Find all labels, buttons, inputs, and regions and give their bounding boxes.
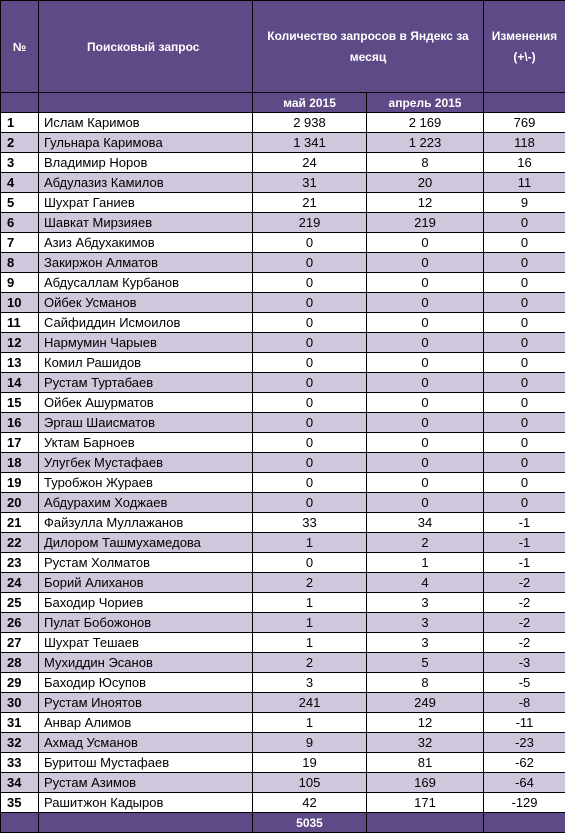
may-count-cell: 21 <box>253 193 367 213</box>
query-name-cell: Борий Алиханов <box>39 573 253 593</box>
row-number-cell: 33 <box>1 753 39 773</box>
row-number-cell: 15 <box>1 393 39 413</box>
may-count-cell: 0 <box>253 233 367 253</box>
row-number-cell: 20 <box>1 493 39 513</box>
table-row <box>1 213 565 233</box>
may-count-cell: 1 <box>253 533 367 553</box>
table-row <box>1 353 565 373</box>
april-count-cell: 0 <box>367 333 484 353</box>
table-row <box>1 413 565 433</box>
change-cell: 118 <box>484 133 565 153</box>
table-row <box>1 673 565 693</box>
subheader-april: апрель 2015 <box>367 93 484 113</box>
query-name-cell: Рашитжон Кадыров <box>39 793 253 813</box>
row-number-cell: 31 <box>1 713 39 733</box>
total-cell: 5035 <box>253 813 367 833</box>
change-cell: -1 <box>484 553 565 573</box>
query-name-cell: Пулат Бобожонов <box>39 613 253 633</box>
table-row <box>1 393 565 413</box>
query-name-cell: Баходир Чориев <box>39 593 253 613</box>
query-name-cell: Рустам Туртабаев <box>39 373 253 393</box>
query-name-cell: Абдусаллам Курбанов <box>39 273 253 293</box>
row-number-cell: 3 <box>1 153 39 173</box>
row-number-cell: 35 <box>1 793 39 813</box>
change-cell: 0 <box>484 333 565 353</box>
footer-empty <box>39 813 253 833</box>
april-count-cell: 169 <box>367 773 484 793</box>
query-name-cell: Дилором Ташмухамедова <box>39 533 253 553</box>
column-header-query: Поисковый запрос <box>39 1 253 93</box>
may-count-cell: 2 <box>253 573 367 593</box>
change-cell: 0 <box>484 213 565 233</box>
query-name-cell: Азиз Абдухакимов <box>39 233 253 253</box>
query-name-cell: Анвар Алимов <box>39 713 253 733</box>
row-number-cell: 22 <box>1 533 39 553</box>
may-count-cell: 0 <box>253 413 367 433</box>
change-cell: 9 <box>484 193 565 213</box>
change-cell: 0 <box>484 233 565 253</box>
row-number-cell: 4 <box>1 173 39 193</box>
row-number-cell: 29 <box>1 673 39 693</box>
table-row <box>1 113 565 133</box>
may-count-cell: 33 <box>253 513 367 533</box>
change-cell: -2 <box>484 573 565 593</box>
change-cell: 0 <box>484 433 565 453</box>
april-count-cell: 3 <box>367 593 484 613</box>
query-name-cell: Ойбек Ашурматов <box>39 393 253 413</box>
may-count-cell: 241 <box>253 693 367 713</box>
change-cell: 16 <box>484 153 565 173</box>
column-header-count: Количество запросов в Яндекс за месяц <box>253 1 484 93</box>
column-header-number: № <box>1 1 39 93</box>
april-count-cell: 5 <box>367 653 484 673</box>
query-name-cell: Рустам Иноятов <box>39 693 253 713</box>
table-row <box>1 633 565 653</box>
row-number-cell: 30 <box>1 693 39 713</box>
table-row <box>1 773 565 793</box>
april-count-cell: 20 <box>367 173 484 193</box>
table-row <box>1 733 565 753</box>
table-body <box>1 113 565 813</box>
april-count-cell: 0 <box>367 253 484 273</box>
query-name-cell: Рустам Азимов <box>39 773 253 793</box>
row-number-cell: 17 <box>1 433 39 453</box>
change-cell: -23 <box>484 733 565 753</box>
column-header-change: Изменения (+\-) <box>484 1 565 93</box>
change-cell: 0 <box>484 393 565 413</box>
may-count-cell: 2 <box>253 653 367 673</box>
table-row <box>1 613 565 633</box>
april-count-cell: 1 223 <box>367 133 484 153</box>
row-number-cell: 7 <box>1 233 39 253</box>
row-number-cell: 18 <box>1 453 39 473</box>
query-name-cell: Файзулла Муллажанов <box>39 513 253 533</box>
april-count-cell: 1 <box>367 553 484 573</box>
row-number-cell: 9 <box>1 273 39 293</box>
may-count-cell: 0 <box>253 253 367 273</box>
april-count-cell: 2 <box>367 533 484 553</box>
may-count-cell: 3 <box>253 673 367 693</box>
change-cell: -5 <box>484 673 565 693</box>
row-number-cell: 19 <box>1 473 39 493</box>
april-count-cell: 8 <box>367 673 484 693</box>
april-count-cell: 171 <box>367 793 484 813</box>
query-name-cell: Ойбек Усманов <box>39 293 253 313</box>
row-number-cell: 6 <box>1 213 39 233</box>
change-cell: -1 <box>484 513 565 533</box>
may-count-cell: 1 341 <box>253 133 367 153</box>
row-number-cell: 2 <box>1 133 39 153</box>
table-row <box>1 493 565 513</box>
footer-empty <box>1 813 39 833</box>
query-name-cell: Уктам Барноев <box>39 433 253 453</box>
may-count-cell: 0 <box>253 273 367 293</box>
table-row <box>1 273 565 293</box>
table-row <box>1 373 565 393</box>
row-number-cell: 10 <box>1 293 39 313</box>
table-row <box>1 433 565 453</box>
query-name-cell: Владимир Норов <box>39 153 253 173</box>
table-row <box>1 793 565 813</box>
query-name-cell: Гульнара Каримова <box>39 133 253 153</box>
query-name-cell: Баходир Юсупов <box>39 673 253 693</box>
may-count-cell: 0 <box>253 333 367 353</box>
may-count-cell: 0 <box>253 353 367 373</box>
row-number-cell: 26 <box>1 613 39 633</box>
table-row <box>1 193 565 213</box>
may-count-cell: 1 <box>253 593 367 613</box>
april-count-cell: 0 <box>367 413 484 433</box>
april-count-cell: 0 <box>367 313 484 333</box>
table-row <box>1 133 565 153</box>
may-count-cell: 1 <box>253 713 367 733</box>
april-count-cell: 32 <box>367 733 484 753</box>
row-number-cell: 25 <box>1 593 39 613</box>
april-count-cell: 0 <box>367 353 484 373</box>
change-cell: -2 <box>484 613 565 633</box>
table-row <box>1 153 565 173</box>
change-cell: -3 <box>484 653 565 673</box>
query-name-cell: Туробжон Жураев <box>39 473 253 493</box>
change-cell: 0 <box>484 253 565 273</box>
query-name-cell: Шухрат Тешаев <box>39 633 253 653</box>
may-count-cell: 9 <box>253 733 367 753</box>
may-count-cell: 0 <box>253 313 367 333</box>
table-row <box>1 553 565 573</box>
april-count-cell: 0 <box>367 393 484 413</box>
april-count-cell: 81 <box>367 753 484 773</box>
change-cell: 0 <box>484 273 565 293</box>
may-count-cell: 0 <box>253 393 367 413</box>
april-count-cell: 0 <box>367 493 484 513</box>
may-count-cell: 0 <box>253 473 367 493</box>
table-row <box>1 333 565 353</box>
april-count-cell: 12 <box>367 193 484 213</box>
may-count-cell: 0 <box>253 553 367 573</box>
query-name-cell: Абдулазиз Камилов <box>39 173 253 193</box>
may-count-cell: 0 <box>253 433 367 453</box>
subheader-may: май 2015 <box>253 93 367 113</box>
row-number-cell: 24 <box>1 573 39 593</box>
row-number-cell: 13 <box>1 353 39 373</box>
april-count-cell: 12 <box>367 713 484 733</box>
april-count-cell: 219 <box>367 213 484 233</box>
row-number-cell: 21 <box>1 513 39 533</box>
query-name-cell: Абдурахим Ходжаев <box>39 493 253 513</box>
change-cell: 0 <box>484 353 565 373</box>
change-cell: 0 <box>484 493 565 513</box>
change-cell: 0 <box>484 453 565 473</box>
table-row <box>1 453 565 473</box>
table-row <box>1 573 565 593</box>
row-number-cell: 28 <box>1 653 39 673</box>
row-number-cell: 32 <box>1 733 39 753</box>
change-cell: 0 <box>484 293 565 313</box>
change-cell: -8 <box>484 693 565 713</box>
table-row <box>1 293 565 313</box>
change-cell: -2 <box>484 593 565 613</box>
may-count-cell: 0 <box>253 373 367 393</box>
change-cell: -2 <box>484 633 565 653</box>
row-number-cell: 23 <box>1 553 39 573</box>
table-row <box>1 693 565 713</box>
query-name-cell: Ахмад Усманов <box>39 733 253 753</box>
table-row <box>1 313 565 333</box>
may-count-cell: 1 <box>253 613 367 633</box>
april-count-cell: 0 <box>367 293 484 313</box>
table-row <box>1 233 565 253</box>
table-row <box>1 473 565 493</box>
may-count-cell: 219 <box>253 213 367 233</box>
row-number-cell: 34 <box>1 773 39 793</box>
query-name-cell: Шавкат Мирзияев <box>39 213 253 233</box>
change-cell: -129 <box>484 793 565 813</box>
change-cell: 0 <box>484 473 565 493</box>
row-number-cell: 16 <box>1 413 39 433</box>
april-count-cell: 3 <box>367 633 484 653</box>
may-count-cell: 42 <box>253 793 367 813</box>
april-count-cell: 34 <box>367 513 484 533</box>
april-count-cell: 0 <box>367 433 484 453</box>
query-name-cell: Рустам Холматов <box>39 553 253 573</box>
april-count-cell: 2 169 <box>367 113 484 133</box>
row-number-cell: 12 <box>1 333 39 353</box>
change-cell: 0 <box>484 373 565 393</box>
may-count-cell: 1 <box>253 633 367 653</box>
change-cell: 0 <box>484 413 565 433</box>
query-name-cell: Комил Рашидов <box>39 353 253 373</box>
april-count-cell: 0 <box>367 473 484 493</box>
query-name-cell: Ислам Каримов <box>39 113 253 133</box>
subheader-empty <box>484 93 565 113</box>
may-count-cell: 0 <box>253 293 367 313</box>
april-count-cell: 249 <box>367 693 484 713</box>
change-cell: -1 <box>484 533 565 553</box>
may-count-cell: 105 <box>253 773 367 793</box>
row-number-cell: 27 <box>1 633 39 653</box>
change-cell: -62 <box>484 753 565 773</box>
may-count-cell: 2 938 <box>253 113 367 133</box>
subheader-empty <box>39 93 253 113</box>
table-row <box>1 713 565 733</box>
footer-empty <box>484 813 565 833</box>
may-count-cell: 0 <box>253 453 367 473</box>
table-row <box>1 593 565 613</box>
row-number-cell: 14 <box>1 373 39 393</box>
may-count-cell: 24 <box>253 153 367 173</box>
query-name-cell: Эргаш Шаисматов <box>39 413 253 433</box>
change-cell: -11 <box>484 713 565 733</box>
change-cell: -64 <box>484 773 565 793</box>
april-count-cell: 0 <box>367 233 484 253</box>
query-name-cell: Закиржон Алматов <box>39 253 253 273</box>
row-number-cell: 11 <box>1 313 39 333</box>
footer-empty <box>367 813 484 833</box>
query-name-cell: Улугбек Мустафаев <box>39 453 253 473</box>
may-count-cell: 19 <box>253 753 367 773</box>
query-name-cell: Шухрат Ганиев <box>39 193 253 213</box>
query-name-cell: Нармумин Чарыев <box>39 333 253 353</box>
row-number-cell: 8 <box>1 253 39 273</box>
query-name-cell: Буритош Мустафаев <box>39 753 253 773</box>
april-count-cell: 3 <box>367 613 484 633</box>
subheader-empty <box>1 93 39 113</box>
april-count-cell: 8 <box>367 153 484 173</box>
table-row <box>1 533 565 553</box>
query-name-cell: Мухиддин Эсанов <box>39 653 253 673</box>
change-cell: 11 <box>484 173 565 193</box>
row-number-cell: 5 <box>1 193 39 213</box>
april-count-cell: 4 <box>367 573 484 593</box>
query-name-cell: Сайфиддин Исмоилов <box>39 313 253 333</box>
table-row <box>1 653 565 673</box>
april-count-cell: 0 <box>367 453 484 473</box>
change-cell: 0 <box>484 313 565 333</box>
may-count-cell: 31 <box>253 173 367 193</box>
row-number-cell: 1 <box>1 113 39 133</box>
table-row <box>1 753 565 773</box>
table-row <box>1 253 565 273</box>
table-row <box>1 513 565 533</box>
april-count-cell: 0 <box>367 273 484 293</box>
may-count-cell: 0 <box>253 493 367 513</box>
table-row <box>1 173 565 193</box>
april-count-cell: 0 <box>367 373 484 393</box>
change-cell: 769 <box>484 113 565 133</box>
